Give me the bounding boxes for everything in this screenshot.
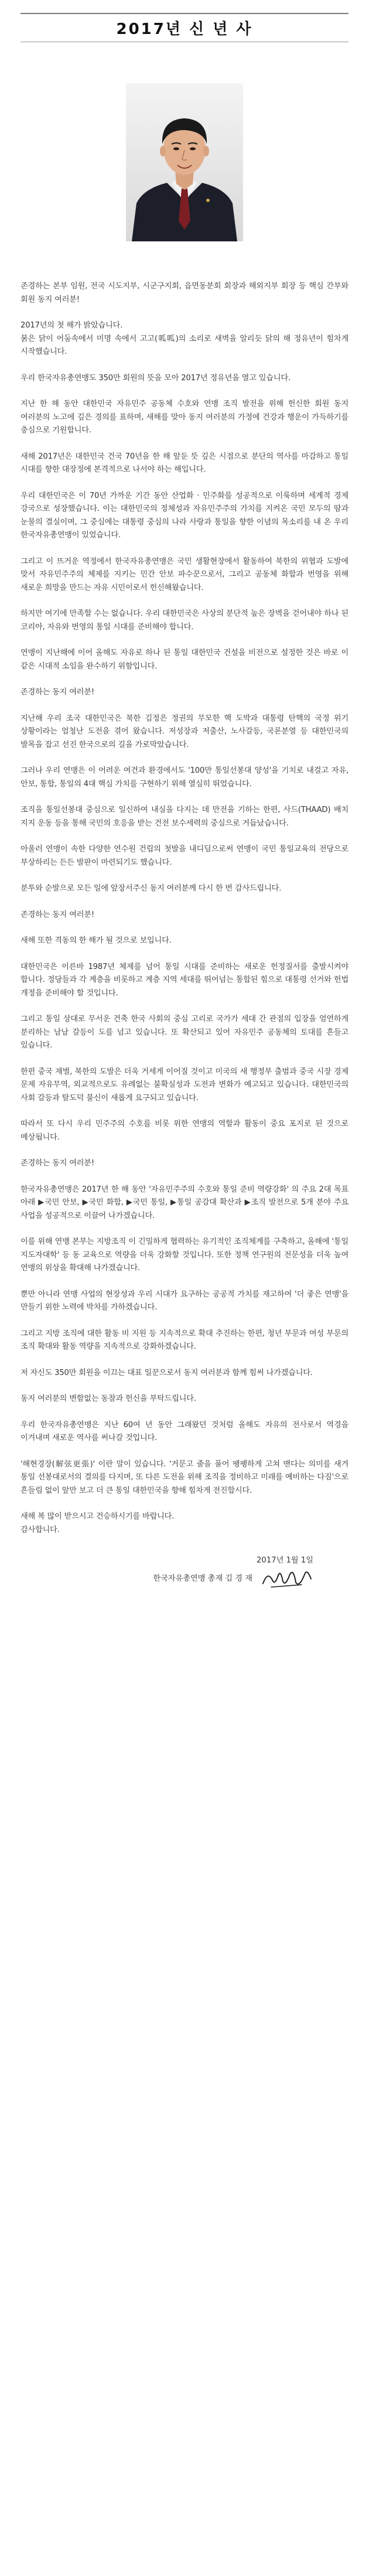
paragraph: 한편 중국 재벌, 북한의 도발은 더욱 거세게 이어질 것이고 미국의 새 행정부 출범과 중국 시장 경제 문제 자유무역, 외교적으로도 유례없는 불확실성과 도전과 변화가 예고되고 있습니다. 대한민국의 사회 갈등과 탈도덕 불신이 새롭게 요구되고 있습니다. <box>20 1067 348 1103</box>
paragraph: 따라서 또 다시 우리 민주주의 수호를 비롯 위한 연맹의 역할과 활동이 중요 포지로 된 것으로 예상됩니다. <box>20 1120 348 1142</box>
paragraph: 분투와 순발으로 모든 일에 앞장서주신 동지 여러분께 다시 한 번 감사드립니다. <box>20 884 282 893</box>
signer-name: 한국자유총연맹 총재 김 경 재 <box>153 1574 252 1583</box>
paragraph: '해현경장(解弦更張)' 이란 말이 있습니다. '거문고 줄을 풀어 팽팽하게 고쳐 맨다는 의미를 새겨 통일 선봉대로서의 결의를 다지며, 또 다른 도전을 위해 조직을 정비하고 미래를 예비하는 다짐'으로 흔들림 없이 앞만 보고 더 큰 통일 대한민국을 향해 힘차게 전진합시다. <box>20 1459 348 1495</box>
paragraph: 지난 한 해 동안 대한민국 자유민주 공동체 수호와 연맹 조직 발전을 위해 헌신한 회원 동지 여러분의 노고에 깊은 경의를 표하며, 새해를 맞아 동지 여러분의 가정에 건강과 행운이 가득하기를 충심으로 기원합니다. <box>20 400 348 435</box>
address-body <box>20 280 348 1537</box>
paragraph: 새해 복 많이 받으시고 건승하시기를 바랍니다. 감사합니다. <box>20 1512 175 1534</box>
paragraph: 아울러 연맹이 속한 다양한 연수원 건립의 첫발을 내디딤으로써 연맹이 국민 통일교육의 전당으로 부상하리는 든든 발판이 마련되기도 했습니다. <box>20 845 348 867</box>
paragraph: 그리고 이 뜨거운 역정에서 한국자유총연맹은 국민 생활현장에서 활동하여 북한의 위협과 도발에 맞서 자유민주주의 체제를 지키는 민간 안보 파수꾼으로서, 그리고 공동체 화합과 번영을 위해 새로운 희망을 만드는 자유 시민이로서 헌신해왔습니다. <box>20 557 348 592</box>
paragraph: 저 자신도 350만 회원을 이끄는 대표 일꾼으로서 동지 여러분과 함께 힘써 나가겠습니다. <box>20 1368 313 1377</box>
paragraph: 우리 대한민국은 이 70년 가까운 기간 동안 산업화 · 민주화를 성공적으로 이룩하며 세계적 경제 강국으로 성장했습니다. 이는 대한민국의 정체성과 자유민주주의 가치를 지켜온 국민 모두의 땀과 눈물의 결실이며, 그 중심에는 대통령 중심의 나라 사랑과 통일을 향한 이념의 목소리를 내 온 우리 한국자유총연맹이 있었습니다. <box>20 491 348 540</box>
paragraph: 새해 2017년은 대한민국 건국 70년을 한 해 앞둔 뜻 깊은 시점으로 분단의 역사를 마감하고 통일 시대를 향한 대장정에 본격적으로 나서야 하는 해입니다. <box>20 452 348 474</box>
paragraph: 이를 위해 연맹 본부는 지방조직 이 긴밀하게 협력하는 유기적인 조직체계를 구축하고, 올해에 '통일 지도자대학' 등 동 교육으로 역량을 더욱 강화할 것입니다. 또한 정책 연구원의 전문성을 더욱 높여 연맹의 위상을 확대해 나가겠습니다. <box>20 1237 348 1272</box>
page-title: 2017년 신 년 사 <box>116 21 253 38</box>
paragraph: 하지만 여기에 만족할 수는 없습니다. 우리 대한민국은 사상의 분단적 높은 장벽을 걷어내야 하나 된 코리아, 자유와 번영의 통일 시대를 준비해야 합니다. <box>20 609 348 632</box>
paragraph: 조직을 통일선봉대 중심으로 일신하여 내실을 다지는 데 만전을 기하는 한편, 사드(THAAD) 배치 지지 운동 등을 통해 국민의 호응을 받는 건전 보수세력의 중심으로 거듭났습니다. <box>20 806 348 828</box>
paragraph: 그러나 우리 연맹은 이 어려운 여건과 환경에서도 '100만 통일선봉대 양성'을 기치로 내걸고 자유, 안보, 통합, 통일의 4대 핵심 가치를 구현하기 위해 열심히 뛰었습니다. <box>20 766 348 789</box>
portrait-photo <box>126 83 243 241</box>
paragraph: 그리고 통일 상대로 무서운 건축 한국 사회의 중심 고리로 국가가 세대 간 관점의 입장을 엄연하게 분리하는 남남 갈등이 도를 넘고 있습니다. 또 확산되고 있어 자유민주 공동체의 토대를 흔들고 있습니다. <box>20 1015 348 1050</box>
paragraph: 존경하는 본부 임원, 전국 시도지부, 시군구지회, 읍면동분회 회장과 해외지부 회장 등 핵심 간부와 회원 동지 여러분! <box>20 282 348 304</box>
paragraph: 뿐만 아니라 연맹 사업의 현장성과 우리 시대가 요구하는 공공적 가치를 재고하여 '더 좋은 연맹'을 만들기 위한 노력에 박차를 가하겠습니다. <box>20 1289 348 1312</box>
salutation: 존경하는 동지 여러분! <box>20 910 94 919</box>
salutation: 존경하는 동지 여러분! <box>20 688 94 697</box>
paragraph: 지난해 우리 조국 대한민국은 북한 김정은 정권의 무모한 핵 도박과 대통령 탄핵의 국정 위기 상황이라는 엄청난 도전을 겪어 왔습니다. 저성장과 저출산, 노사갈등, 국론분열 등 대한민국의 발목을 잡고 선진 한국으로의 길을 가로막았습니다. <box>20 714 348 749</box>
paragraph: 한국자유총연맹은 2017년 한 해 동안 '자유민주주의 수호와 통일 준비 역량강화' 의 주요 2대 목표 아래 ▶국민 안보, ▶국민 화합, ▶국민 통일, ▶통일 공감대 확산과 ▶조직 발전으로 5개 분야 주요 사업을 성공적으로 이끌어 나가겠습니다. <box>20 1185 348 1220</box>
signature-row <box>20 1567 313 1591</box>
paragraph: 새해 또한 격동의 한 해가 될 것으로 보입니다. <box>20 936 172 945</box>
paragraph: 우리 한국자유총연맹도 350만 회원의 뜻을 모아 2017년 정유년을 열고 있습니다. <box>20 373 291 383</box>
paragraph: 2017년의 첫 해가 밝았습니다. 붉은 닭이 어둠속에서 미명 속에서 고고(呱呱)의 소리로 새벽을 알리듯 닭의 해 정유년이 힘차게 시작했습니다. <box>20 321 348 356</box>
portrait-illustration <box>126 83 243 241</box>
closing-date: 2017년 1월 1일 <box>257 1556 313 1565</box>
paragraph: 우리 한국자유총연맹은 지난 60여 년 동안 그래왔던 것처럼 올해도 자유의 전사로서 역경을 이겨내며 새로운 역사를 써나갈 것입니다. <box>20 1420 348 1442</box>
header-bar <box>20 13 348 42</box>
paragraph: 대한민국은 이른바 1987년 체제를 넘어 통일 시대를 준비하는 새로운 헌정질서를 출발시켜야 합니다. 정당들과 각 계층을 비롯하고 계층 지역 세대를 뛰어넘는 통합된 힘으로 대통령 선거와 헌법 개정을 준비해야 할 것입니다. <box>20 962 348 998</box>
salutation: 존경하는 동지 여러분! <box>20 1159 94 1168</box>
paragraph: 동지 여러분의 변함없는 동참과 헌신을 부탁드립니다. <box>20 1394 196 1403</box>
paragraph: 그리고 지방 조직에 대한 활동 비 지원 등 지속적으로 확대 추진하는 한편, 청년 부문과 여성 부문의 조직 확대와 활동 역량을 지속적으로 강화하겠습니다. <box>20 1329 348 1351</box>
closing-block <box>20 1554 348 1591</box>
paragraph: 연맹이 지난해에 이어 올해도 자유로 하나 된 통일 대한민국 건설을 비전으로 설정한 것은 바로 이 같은 시대적 소임을 완수하기 위함입니다. <box>20 649 348 671</box>
signature-icon <box>261 1567 313 1591</box>
